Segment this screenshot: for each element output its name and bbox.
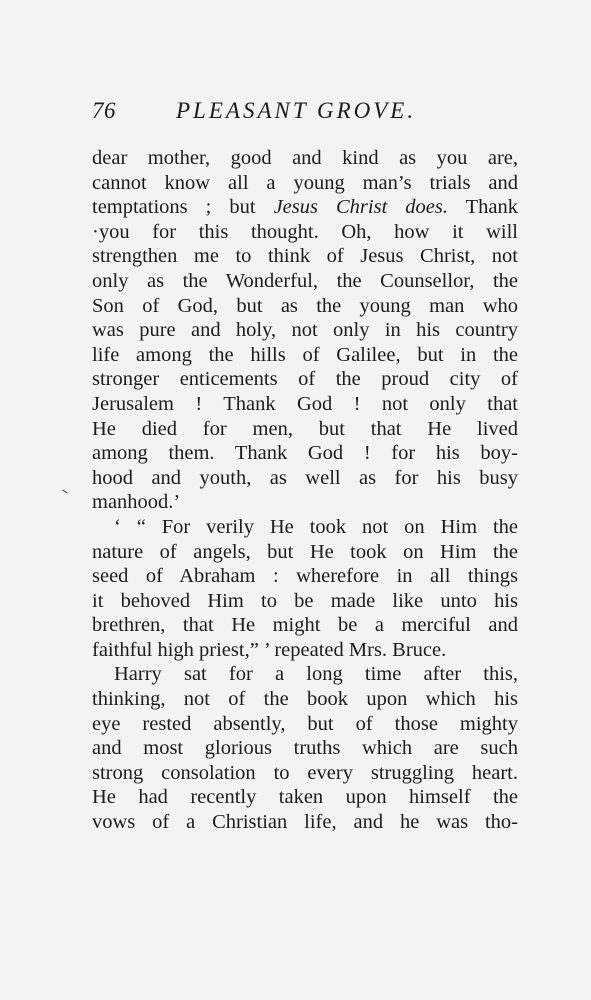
- text-line: He had recently taken upon himself the: [92, 786, 518, 809]
- text-line: strong consolation to every struggling heart.: [92, 761, 518, 784]
- text-line: He died for men, but that He lived: [92, 417, 518, 440]
- text-line: vows of a Christian life, and he was tho-: [92, 811, 518, 834]
- text-line: among them. Thank God ! for his boy-: [92, 442, 518, 465]
- text-line: Jerusalem ! Thank God ! not only that: [92, 392, 518, 415]
- print-speck: [62, 489, 67, 493]
- text-line: was pure and holy, not only in his country: [92, 319, 518, 342]
- body-text: [92, 146, 518, 835]
- text-line: life among the hills of Galilee, but in the: [92, 343, 518, 366]
- text-line: hood and youth, as well as for his busy: [92, 466, 518, 489]
- italic-text: Jesus Christ does.: [273, 196, 448, 219]
- text-line: ·you for this thought. Oh, how it will: [92, 220, 518, 243]
- text-line: eye rested absently, but of those mighty: [92, 712, 518, 735]
- text-line: Son of God, but as the young man who: [92, 294, 518, 317]
- text-line: faithful high priest,” ’ repeated Mrs. Bruce.: [92, 638, 447, 661]
- text-line: and most glorious truths which are such: [92, 737, 518, 760]
- text-line: stronger enticements of the proud city of: [92, 368, 518, 391]
- text-line: seed of Abraham : wherefore in all things: [92, 565, 518, 588]
- text-line: brethren, that He might be a merciful and: [92, 614, 518, 637]
- text-line: thinking, not of the book upon which his: [92, 688, 518, 711]
- text-line: strengthen me to think of Jesus Christ, not: [92, 245, 518, 268]
- text-run: temptations ; but: [92, 196, 274, 219]
- text-line: Harry sat for a long time after this,: [114, 663, 518, 686]
- text-run: Thank: [447, 196, 518, 219]
- text-line: it behoved Him to be made like unto his: [92, 589, 518, 612]
- text-line: cannot know all a young man’s trials and: [92, 171, 518, 194]
- text-line: dear mother, good and kind as you are,: [92, 147, 518, 169]
- running-title: PLEASANT GROVE.: [176, 98, 417, 123]
- text-line: nature of angels, but He took on Him the: [92, 540, 518, 563]
- text-line: only as the Wonderful, the Counsellor, the: [92, 269, 518, 292]
- page-header: [92, 98, 522, 138]
- text-line: [92, 195, 518, 220]
- page-number: 76: [92, 98, 116, 123]
- text-line: manhood.’: [92, 491, 181, 514]
- text-line: ‘ “ For verily He took not on Him the: [114, 515, 518, 538]
